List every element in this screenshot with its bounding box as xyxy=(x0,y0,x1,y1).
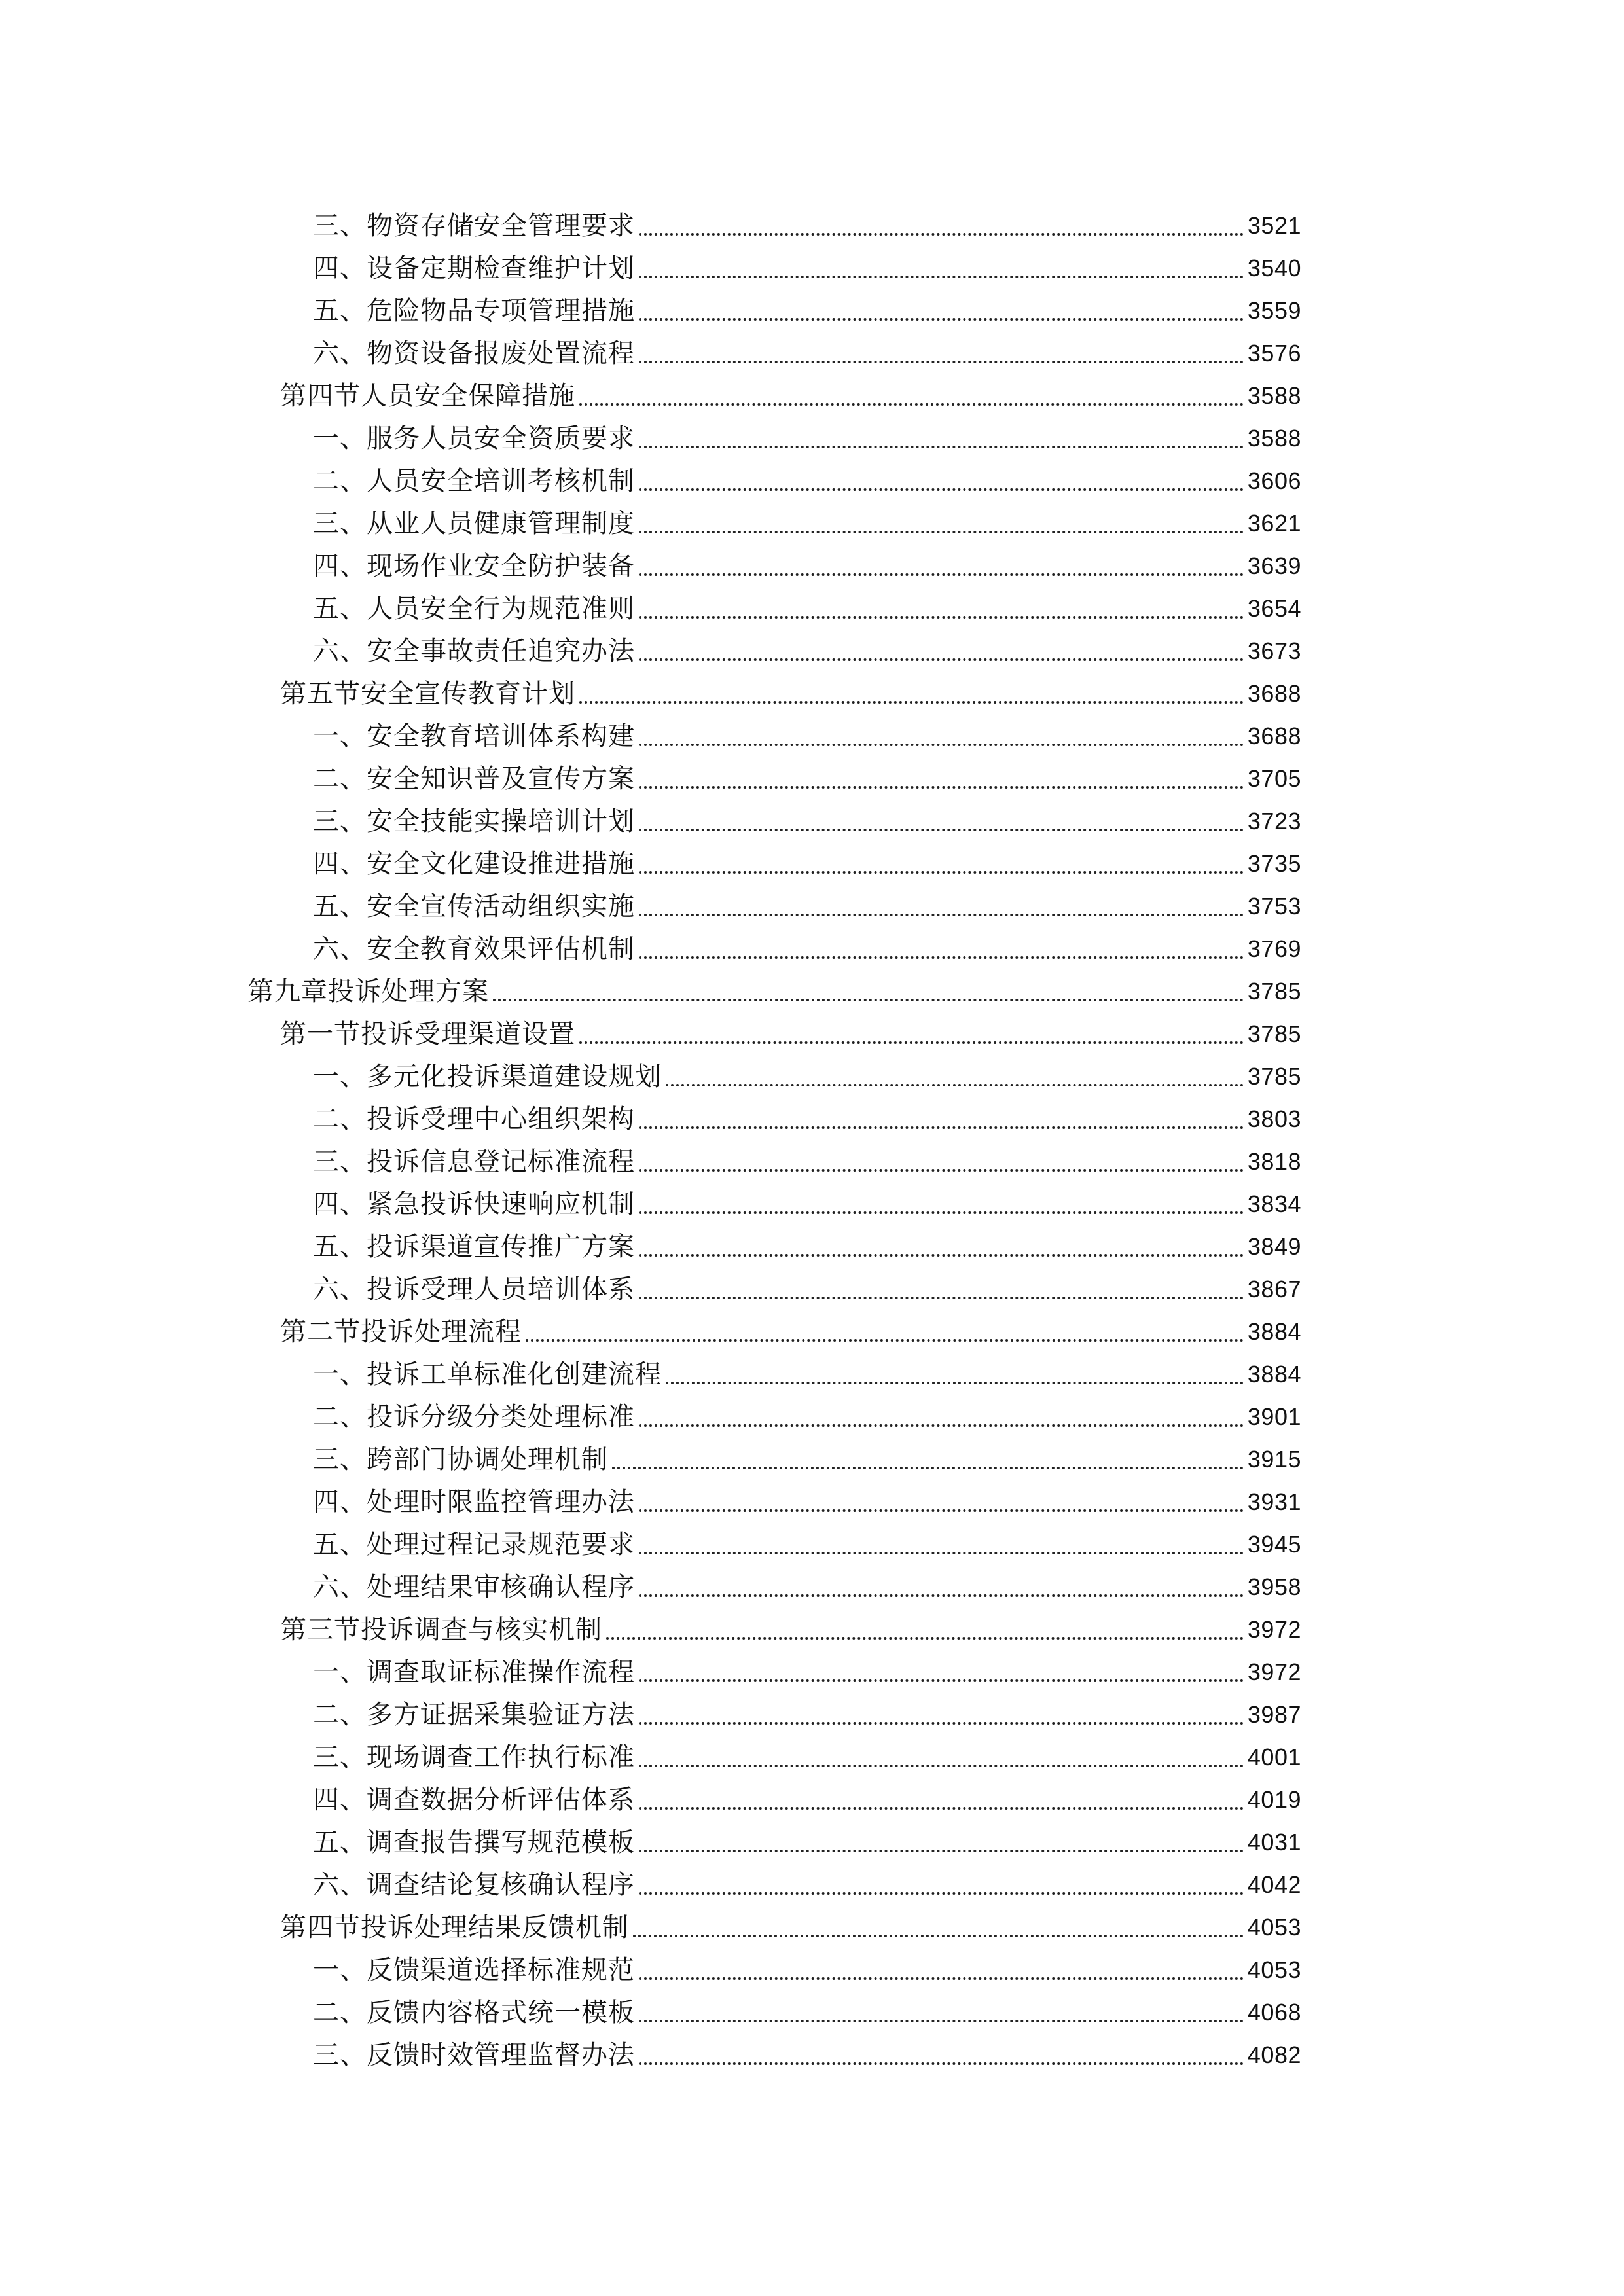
dot-leader xyxy=(639,1211,1244,1214)
toc-section-entry[interactable] xyxy=(280,1604,1301,1646)
toc-entry[interactable] xyxy=(313,1646,1301,1689)
toc-entry-title: 二、投诉分级分类处理标准 xyxy=(313,1402,635,1432)
toc-entry-title: 一、服务人员安全资质要求 xyxy=(313,423,635,454)
toc-entry-title: 三、跨部门协调处理机制 xyxy=(313,1444,608,1475)
dot-leader xyxy=(639,1254,1244,1257)
toc-entry-page: 3818 xyxy=(1247,1148,1301,1175)
toc-entry-page: 3735 xyxy=(1247,850,1301,877)
dot-leader xyxy=(526,1339,1244,1342)
toc-entry-title: 五、危险物品专项管理措施 xyxy=(313,296,635,326)
toc-entry-page: 3540 xyxy=(1247,255,1301,281)
toc-entry-title: 四、处理时限监控管理办法 xyxy=(313,1487,635,1517)
toc-entry-page: 4001 xyxy=(1247,1744,1301,1770)
toc-entry-title: 六、投诉受理人员培训体系 xyxy=(313,1274,635,1304)
toc-entry-page: 3521 xyxy=(1247,212,1301,239)
dot-leader xyxy=(639,2062,1244,2065)
toc-section-entry[interactable] xyxy=(280,668,1301,710)
toc-entry[interactable] xyxy=(313,753,1301,795)
toc-entry[interactable] xyxy=(313,1050,1301,1093)
toc-entry[interactable] xyxy=(313,1348,1301,1391)
toc-entry-title: 六、安全事故责任追究办法 xyxy=(313,636,635,666)
toc-entry-title: 六、安全教育效果评估机制 xyxy=(313,934,635,964)
toc-entry-title: 一、多元化投诉渠道建设规划 xyxy=(313,1062,662,1092)
toc-entry-page: 3958 xyxy=(1247,1573,1301,1600)
toc-entry[interactable] xyxy=(313,795,1301,838)
dot-leader xyxy=(639,914,1244,916)
dot-leader xyxy=(606,1637,1244,1640)
toc-entry[interactable] xyxy=(313,285,1301,327)
toc-entry-title: 三、物资存储安全管理要求 xyxy=(313,211,635,241)
toc-entry-page: 3688 xyxy=(1247,680,1301,707)
toc-entry-page: 3621 xyxy=(1247,510,1301,537)
toc-entry-title: 第四节人员安全保障措施 xyxy=(280,381,575,411)
toc-entry-title: 二、多方证据采集验证方法 xyxy=(313,1700,635,1730)
toc-entry-title: 四、设备定期检查维护计划 xyxy=(313,253,635,283)
dot-leader xyxy=(639,658,1244,661)
toc-entry[interactable] xyxy=(313,200,1301,242)
toc-entry-page: 3901 xyxy=(1247,1403,1301,1430)
toc-entry-title: 五、投诉渠道宣传推广方案 xyxy=(313,1232,635,1262)
toc-entry-title: 二、反馈内容格式统一模板 xyxy=(313,1998,635,2028)
toc-entry-page: 3785 xyxy=(1247,1020,1301,1047)
toc-section-entry[interactable] xyxy=(280,1008,1301,1050)
toc-entry-page: 3931 xyxy=(1247,1488,1301,1515)
toc-entry-title: 二、人员安全培训考核机制 xyxy=(313,466,635,496)
toc-entry-page: 3972 xyxy=(1247,1616,1301,1643)
toc-entry[interactable] xyxy=(313,1518,1301,1561)
toc-entry[interactable] xyxy=(313,625,1301,668)
toc-entry-page: 4053 xyxy=(1247,1956,1301,1983)
dot-leader xyxy=(639,2020,1244,2022)
toc-entry-page: 3576 xyxy=(1247,340,1301,367)
dot-leader xyxy=(639,276,1244,278)
toc-entry-title: 四、紧急投诉快速响应机制 xyxy=(313,1189,635,1219)
toc-entry-page: 3945 xyxy=(1247,1531,1301,1558)
toc-entry[interactable] xyxy=(313,1391,1301,1433)
toc-entry[interactable] xyxy=(313,880,1301,923)
toc-entry-title: 第五节安全宣传教育计划 xyxy=(280,679,575,709)
toc-entry-page: 3753 xyxy=(1247,893,1301,920)
toc-entry-page: 3639 xyxy=(1247,552,1301,579)
toc-entry-title: 三、现场调查工作执行标准 xyxy=(313,1742,635,1772)
toc-entry[interactable] xyxy=(313,1136,1301,1178)
toc-entry-page: 3785 xyxy=(1247,1063,1301,1090)
dot-leader xyxy=(639,488,1244,491)
dot-leader xyxy=(639,318,1244,321)
toc-entry-page: 3588 xyxy=(1247,425,1301,452)
toc-entry[interactable] xyxy=(313,1944,1301,1986)
dot-leader xyxy=(639,1807,1244,1810)
dot-leader xyxy=(639,1297,1244,1299)
dot-leader xyxy=(639,361,1244,363)
toc-entry-title: 第二节投诉处理流程 xyxy=(280,1317,522,1347)
toc-entry-page: 3705 xyxy=(1247,765,1301,792)
toc-entry[interactable] xyxy=(313,838,1301,880)
toc-entry-page: 4053 xyxy=(1247,1914,1301,1941)
toc-entry-title: 六、处理结果审核确认程序 xyxy=(313,1572,635,1602)
dot-leader xyxy=(639,1424,1244,1427)
table-of-contents xyxy=(0,200,1624,2098)
toc-entry[interactable] xyxy=(313,1986,1301,2029)
dot-leader xyxy=(639,1509,1244,1512)
toc-entry-page: 3769 xyxy=(1247,935,1301,962)
dot-leader xyxy=(639,786,1244,789)
toc-entry-title: 一、反馈渠道选择标准规范 xyxy=(313,1955,635,1985)
dot-leader xyxy=(639,829,1244,831)
toc-entry-title: 六、物资设备报废处置流程 xyxy=(313,338,635,368)
dot-leader xyxy=(639,1765,1244,1767)
toc-entry-page: 3834 xyxy=(1247,1191,1301,1217)
toc-section-entry[interactable] xyxy=(280,1901,1301,1944)
dot-leader xyxy=(639,1850,1244,1852)
dot-leader xyxy=(639,1977,1244,1980)
dot-leader xyxy=(639,956,1244,959)
toc-entry-title: 一、调查取证标准操作流程 xyxy=(313,1657,635,1687)
toc-entry-page: 3972 xyxy=(1247,1659,1301,1685)
toc-entry-title: 二、投诉受理中心组织架构 xyxy=(313,1104,635,1134)
dot-leader xyxy=(639,1552,1244,1554)
toc-entry-title: 一、投诉工单标准化创建流程 xyxy=(313,1359,662,1390)
toc-entry-title: 三、反馈时效管理监督办法 xyxy=(313,2040,635,2070)
toc-entry-page: 4019 xyxy=(1247,1786,1301,1813)
toc-entry-page: 3688 xyxy=(1247,723,1301,749)
dot-leader xyxy=(493,999,1244,1001)
toc-entry[interactable] xyxy=(313,327,1301,370)
toc-entry-page: 3673 xyxy=(1247,637,1301,664)
toc-entry-page: 3867 xyxy=(1247,1276,1301,1302)
toc-entry-title: 五、处理过程记录规范要求 xyxy=(313,1530,635,1560)
dot-leader xyxy=(639,1722,1244,1725)
toc-entry[interactable] xyxy=(313,1689,1301,1731)
toc-entry-title: 四、安全文化建设推进措施 xyxy=(313,849,635,879)
toc-entry-title: 第一节投诉受理渠道设置 xyxy=(280,1019,575,1049)
dot-leader xyxy=(639,573,1244,576)
toc-entry-title: 五、调查报告撰写规范模板 xyxy=(313,1827,635,1857)
toc-entry-title: 四、调查数据分析评估体系 xyxy=(313,1785,635,1815)
toc-section-entry[interactable] xyxy=(280,370,1301,412)
toc-entry-title: 四、现场作业安全防护装备 xyxy=(313,551,635,581)
dot-leader xyxy=(639,744,1244,746)
toc-entry-page: 3849 xyxy=(1247,1233,1301,1260)
toc-entry-title: 五、人员安全行为规范准则 xyxy=(313,594,635,624)
toc-entry[interactable] xyxy=(313,1263,1301,1306)
toc-entry[interactable] xyxy=(313,497,1301,540)
toc-entry[interactable] xyxy=(313,1178,1301,1221)
dot-leader xyxy=(666,1382,1244,1384)
dot-leader xyxy=(639,1892,1244,1895)
dot-leader xyxy=(579,403,1244,406)
dot-leader xyxy=(639,616,1244,619)
toc-entry-title: 三、投诉信息登记标准流程 xyxy=(313,1147,635,1177)
toc-chapter-entry[interactable] xyxy=(247,965,1301,1008)
toc-entry-page: 3654 xyxy=(1247,595,1301,622)
toc-entry[interactable] xyxy=(313,1774,1301,1816)
toc-entry-title: 一、安全教育培训体系构建 xyxy=(313,721,635,751)
toc-entry[interactable] xyxy=(313,1561,1301,1604)
toc-entry-title: 二、安全知识普及宣传方案 xyxy=(313,764,635,794)
toc-entry[interactable] xyxy=(313,583,1301,625)
toc-entry-page: 3723 xyxy=(1247,808,1301,834)
toc-entry-page: 3559 xyxy=(1247,297,1301,324)
dot-leader xyxy=(639,1169,1244,1172)
dot-leader xyxy=(639,531,1244,533)
toc-entry[interactable] xyxy=(313,242,1301,285)
toc-entry-title: 第四节投诉处理结果反馈机制 xyxy=(280,1912,629,1943)
toc-entry-page: 4042 xyxy=(1247,1871,1301,1898)
toc-entry[interactable] xyxy=(313,710,1301,753)
toc-entry[interactable] xyxy=(313,1731,1301,1774)
toc-entry-page: 3915 xyxy=(1247,1446,1301,1473)
toc-section-entry[interactable] xyxy=(280,1306,1301,1348)
toc-entry-title: 五、安全宣传活动组织实施 xyxy=(313,891,635,922)
dot-leader xyxy=(639,1594,1244,1597)
toc-entry-title: 第三节投诉调查与核实机制 xyxy=(280,1615,602,1645)
toc-entry-title: 三、安全技能实操培训计划 xyxy=(313,806,635,836)
toc-entry-title: 六、调查结论复核确认程序 xyxy=(313,1870,635,1900)
toc-entry[interactable] xyxy=(313,923,1301,965)
toc-entry-title: 三、从业人员健康管理制度 xyxy=(313,509,635,539)
dot-leader xyxy=(633,1935,1244,1937)
dot-leader xyxy=(639,1679,1244,1682)
toc-entry[interactable] xyxy=(313,1093,1301,1136)
toc-entry-page: 3987 xyxy=(1247,1701,1301,1728)
toc-entry[interactable] xyxy=(313,2029,1301,2072)
toc-entry[interactable] xyxy=(313,1816,1301,1859)
toc-entry-page: 3884 xyxy=(1247,1318,1301,1345)
dot-leader xyxy=(639,871,1244,874)
toc-entry-page: 4031 xyxy=(1247,1829,1301,1856)
toc-entry[interactable] xyxy=(313,412,1301,455)
toc-entry[interactable] xyxy=(313,1433,1301,1476)
toc-entry-page: 3588 xyxy=(1247,382,1301,409)
dot-leader xyxy=(666,1084,1244,1086)
dot-leader xyxy=(639,233,1244,236)
toc-entry[interactable] xyxy=(313,540,1301,583)
toc-entry[interactable] xyxy=(313,1221,1301,1263)
toc-entry[interactable] xyxy=(313,1476,1301,1518)
toc-entry-page: 3606 xyxy=(1247,467,1301,494)
dot-leader xyxy=(579,1041,1244,1044)
dot-leader xyxy=(579,701,1244,704)
dot-leader xyxy=(639,1126,1244,1129)
toc-entry[interactable] xyxy=(313,455,1301,497)
toc-entry[interactable] xyxy=(313,1859,1301,1901)
toc-entry-page: 3785 xyxy=(1247,978,1301,1005)
toc-entry-page: 4082 xyxy=(1247,2041,1301,2068)
dot-leader xyxy=(612,1467,1244,1469)
toc-entry-title: 第九章投诉处理方案 xyxy=(247,977,489,1007)
toc-entry-page: 3884 xyxy=(1247,1361,1301,1388)
dot-leader xyxy=(639,446,1244,448)
toc-entry-page: 3803 xyxy=(1247,1105,1301,1132)
toc-entry-page: 4068 xyxy=(1247,1999,1301,2026)
